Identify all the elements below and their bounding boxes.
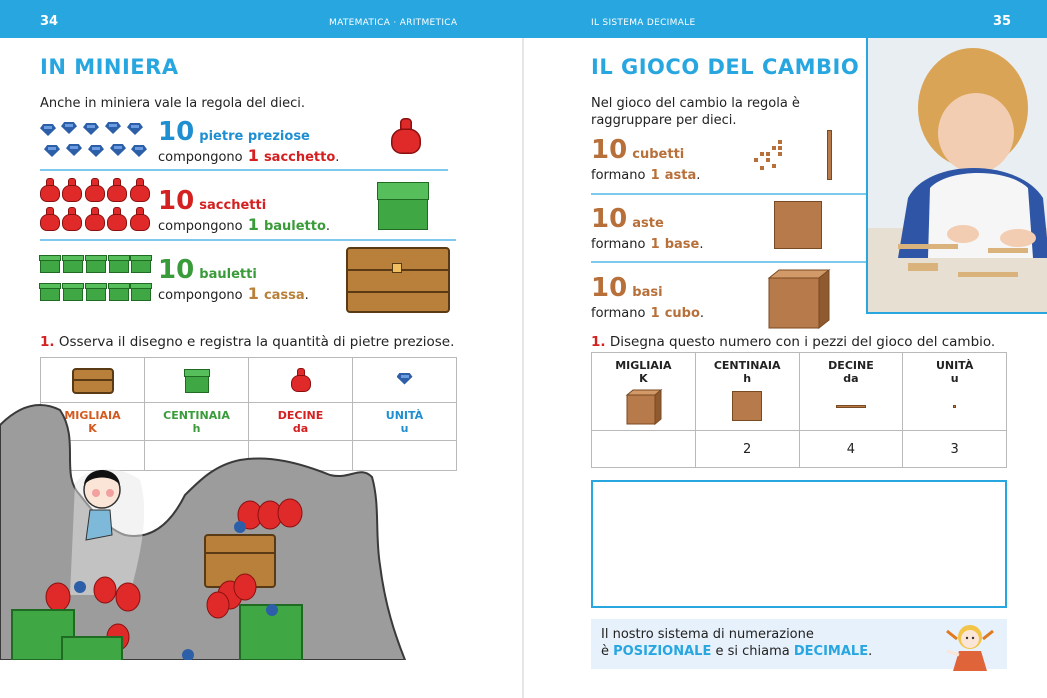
mine-illustration <box>0 365 440 660</box>
row-divider <box>591 261 866 263</box>
gem-icon <box>61 122 77 134</box>
box-icon <box>131 255 151 273</box>
gem-icon <box>83 123 99 135</box>
value-cell-migliaia <box>592 431 696 468</box>
row-divider <box>591 193 866 195</box>
header-unita: UNITÀ u <box>903 353 1007 431</box>
sack-icon <box>130 178 150 202</box>
exercise-text: Disegna questo numero con i pezzi del gioco del cambio. <box>609 334 996 350</box>
right-place-value-table <box>591 352 1007 468</box>
highlight-decimale: DECIMALE <box>793 644 869 659</box>
rule-number: 10 <box>158 186 195 216</box>
exercise-text: Osserva il disegno e registra la quantità di pietre preziose. <box>58 334 455 350</box>
left-page-number: 34 <box>40 14 59 29</box>
sack-icon <box>391 118 421 154</box>
rule-row-gems: 10 pietre preziose compongono 1 sacchetto. <box>158 117 340 165</box>
rule-item: sacchetti <box>199 198 267 213</box>
cube-icon <box>767 268 831 330</box>
sack-icon <box>107 207 127 231</box>
rule-row-sacks: 10 sacchetti compongono 1 bauletto. <box>158 186 331 234</box>
gem-icon <box>88 145 104 157</box>
header-unita: UNITÀ u <box>353 403 457 441</box>
rule-target: bauletto <box>263 219 326 234</box>
gem-icon <box>105 122 121 134</box>
rule-number: 10 <box>591 135 628 165</box>
rule-qty: 1 <box>247 284 259 303</box>
rule-target: cubo <box>664 306 700 321</box>
box-icon <box>378 182 428 230</box>
left-section-label: MATEMATICA · ARITMETICA <box>329 18 458 28</box>
box-icon <box>86 283 106 301</box>
gem-icon <box>110 144 126 156</box>
rule-qty: 1 <box>650 237 660 252</box>
sack-icon <box>85 207 105 231</box>
rod-icon <box>836 405 866 408</box>
right-page-title: IL GIOCO DEL CAMBIO <box>591 55 860 79</box>
rule-target: cassa <box>263 288 305 303</box>
rule-number: 10 <box>591 204 628 234</box>
box-icon <box>40 283 60 301</box>
header-migliaia: MIGLIAIA K <box>41 403 145 441</box>
value-cell-unita: 3 <box>903 431 1007 468</box>
rule-item: basi <box>632 285 663 300</box>
right-intro: Nel gioco del cambio la regola è raggruppare per dieci. <box>591 96 800 128</box>
girl-mascot-icon <box>941 617 999 671</box>
box-icon <box>63 255 83 273</box>
rule-verb: formano <box>591 237 646 252</box>
chest-icon <box>346 247 450 313</box>
rule-qty: 1 <box>247 215 259 234</box>
value-cell-decine: 4 <box>799 431 903 468</box>
rule-number: 10 <box>158 255 195 285</box>
sack-icon <box>130 207 150 231</box>
rule-row-basi: 10 basi formano 1 cubo. <box>591 273 705 321</box>
rule-verb: compongono <box>158 150 243 165</box>
rule-verb: compongono <box>158 288 243 303</box>
sack-icon <box>62 178 82 202</box>
gem-icon <box>131 145 147 157</box>
header-migliaia: MIGLIAIA K <box>592 353 696 431</box>
gem-icon <box>127 123 143 135</box>
drawing-area[interactable] <box>591 480 1007 608</box>
rule-row-boxes: 10 bauletti compongono 1 cassa. <box>158 255 309 303</box>
flat-icon <box>732 391 762 421</box>
right-section-label: IL SISTEMA DECIMALE <box>591 18 696 28</box>
rule-number: 10 <box>158 117 195 147</box>
sack-icon <box>40 178 60 202</box>
sack-icon <box>85 178 105 202</box>
rod-icon <box>827 130 832 180</box>
rule-verb: formano <box>591 306 646 321</box>
rule-verb: compongono <box>158 219 243 234</box>
child-photo <box>866 38 1047 314</box>
sack-icon <box>62 207 82 231</box>
rule-item: aste <box>632 216 664 231</box>
gem-icon <box>66 144 82 156</box>
box-icon <box>131 283 151 301</box>
rule-qty: 1 <box>650 306 660 321</box>
rule-qty: 1 <box>650 168 660 183</box>
info-line1: Il nostro sistema di numerazione <box>601 627 814 642</box>
exercise-number: 1. <box>40 334 55 350</box>
right-exercise <box>591 334 995 350</box>
flat-icon <box>774 201 822 249</box>
rule-item: cubetti <box>632 147 685 162</box>
rule-verb: formano <box>591 168 646 183</box>
rule-row-cubetti: 10 cubetti formano 1 asta. <box>591 135 701 183</box>
gem-icon <box>44 145 60 157</box>
header-centinaia: CENTINAIA h <box>695 353 799 431</box>
cube-icon <box>623 387 663 427</box>
row-divider <box>40 239 456 241</box>
rule-target: sacchetto <box>263 150 336 165</box>
rule-target: asta <box>664 168 697 183</box>
sack-icon <box>40 207 60 231</box>
box-icon <box>86 255 106 273</box>
unit-cube-icon <box>953 405 956 408</box>
header-decine: DECINE da <box>799 353 903 431</box>
sack-icon <box>107 178 127 202</box>
left-page-title: IN MINIERA <box>40 55 179 79</box>
box-icon <box>109 255 129 273</box>
row-divider <box>40 169 448 171</box>
exercise-number: 1. <box>591 334 606 350</box>
box-icon <box>63 283 83 301</box>
info-box: Il nostro sistema di numerazione è POSIZIONALE e si chiama DECIMALE. <box>591 619 1007 669</box>
value-cell-centinaia: 2 <box>695 431 799 468</box>
box-icon <box>40 255 60 273</box>
header-bar <box>0 0 1047 38</box>
rule-target: base <box>664 237 700 252</box>
rule-qty: 1 <box>247 146 259 165</box>
highlight-posizionale: POSIZIONALE <box>613 644 712 659</box>
header-decine: DECINE da <box>249 403 353 441</box>
box-icon <box>109 283 129 301</box>
rule-number: 10 <box>591 273 628 303</box>
header-centinaia: CENTINAIA h <box>145 403 249 441</box>
right-page-number: 35 <box>993 14 1012 29</box>
rule-row-aste: 10 aste formano 1 base. <box>591 204 704 252</box>
gem-icon <box>40 124 56 136</box>
rule-item: pietre preziose <box>199 129 310 144</box>
page-gutter <box>522 38 524 698</box>
unit-cubes-icon <box>752 138 792 178</box>
rule-item: bauletti <box>199 267 257 282</box>
left-exercise <box>40 334 454 350</box>
left-intro: Anche in miniera vale la regola del dieci. <box>40 96 306 111</box>
